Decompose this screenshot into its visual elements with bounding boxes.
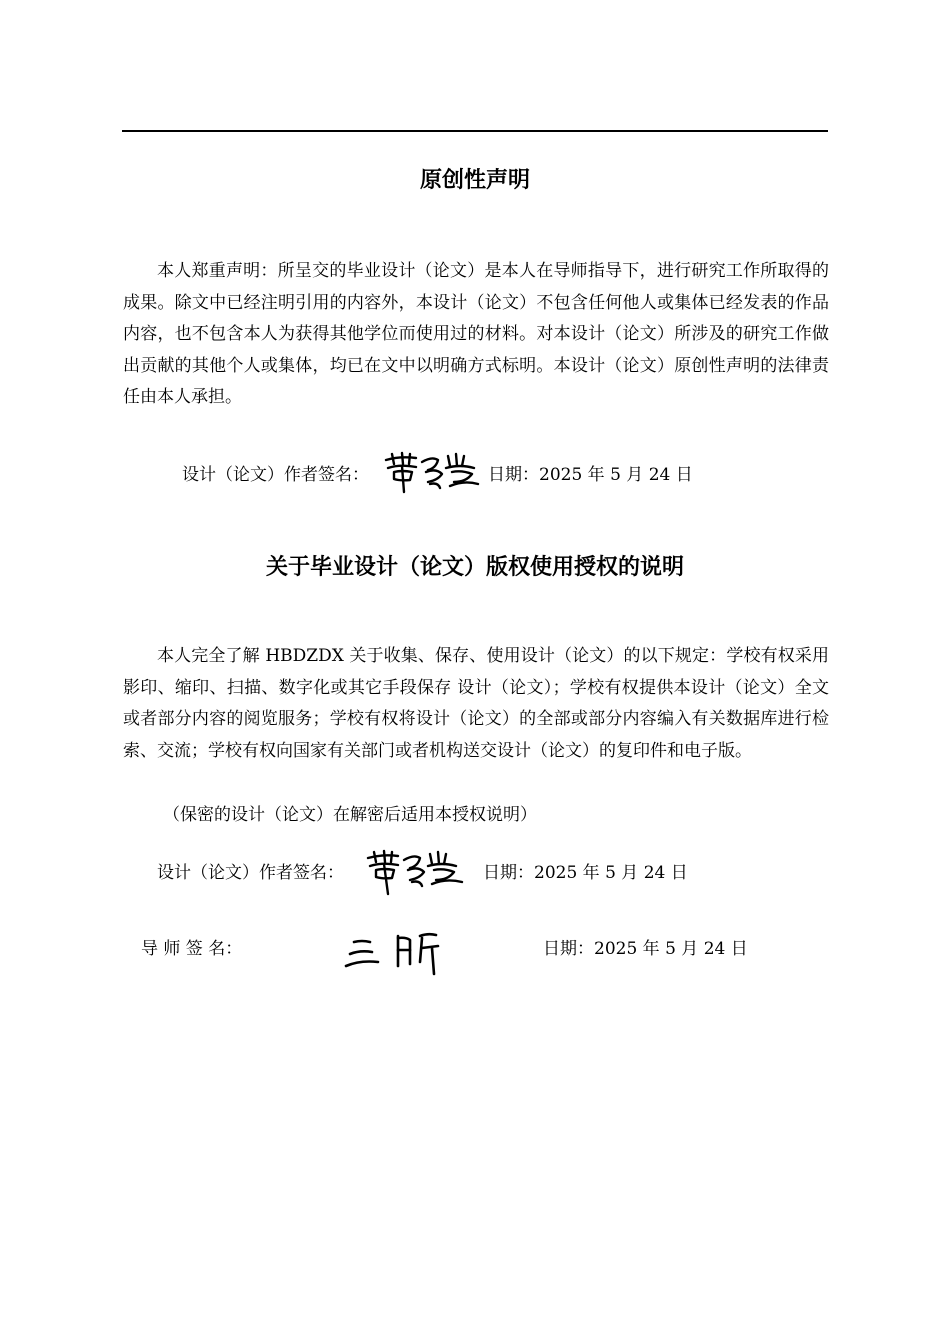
authorization-note: （保密的设计（论文）在解密后适用本授权说明） bbox=[163, 805, 537, 825]
declaration-title: 原创性声明 bbox=[419, 168, 530, 193]
declaration-date: 日期：2025 年 5 月 24 日 bbox=[488, 465, 693, 485]
authorization-author-label: 设计（论文）作者签名： bbox=[157, 863, 344, 883]
author-signature-1 bbox=[382, 450, 494, 498]
supervisor-label: 导 师 签 名： bbox=[141, 939, 243, 959]
header-rule bbox=[122, 130, 828, 132]
declaration-author-label: 设计（论文）作者签名： bbox=[182, 465, 369, 485]
authorization-body: 本人完全了解 HBDZDX 关于收集、保存、使用设计（论文）的以下规定：学校有权采用影印、缩印、扫描、数字化或其它手段保存 设计（论文）；学校有权提供本设计（论文）全文或者部分内容的阅览服务；学校有权将设计（论文）的全部或部分内容编入有关数据库进行检索、交流；学校有权向国家有关部门或者机构送交设计（论文）的复印件和电子版。 bbox=[123, 646, 829, 761]
author-signature-2 bbox=[364, 846, 476, 898]
declaration-body: 本人郑重声明：所呈交的毕业设计（论文）是本人在导师指导下，进行研究工作所取得的成果。除文中已经注明引用的内容外，本设计（论文）不包含任何他人或集体已经发表的作品内容，也不包含本人为获得其他学位而使用过的材料。对本设计（论文）所涉及的研究工作做出贡献的其他个人或集体，均已在文中以明确方式标明。本设计（论文）原创性声明的法律责任由本人承担。 bbox=[123, 261, 829, 407]
supervisor-signature bbox=[340, 928, 456, 978]
supervisor-date: 日期：2025 年 5 月 24 日 bbox=[543, 939, 748, 959]
authorization-title: 关于毕业设计（论文）版权使用授权的说明 bbox=[265, 555, 684, 580]
authorization-author-date: 日期：2025 年 5 月 24 日 bbox=[483, 863, 688, 883]
